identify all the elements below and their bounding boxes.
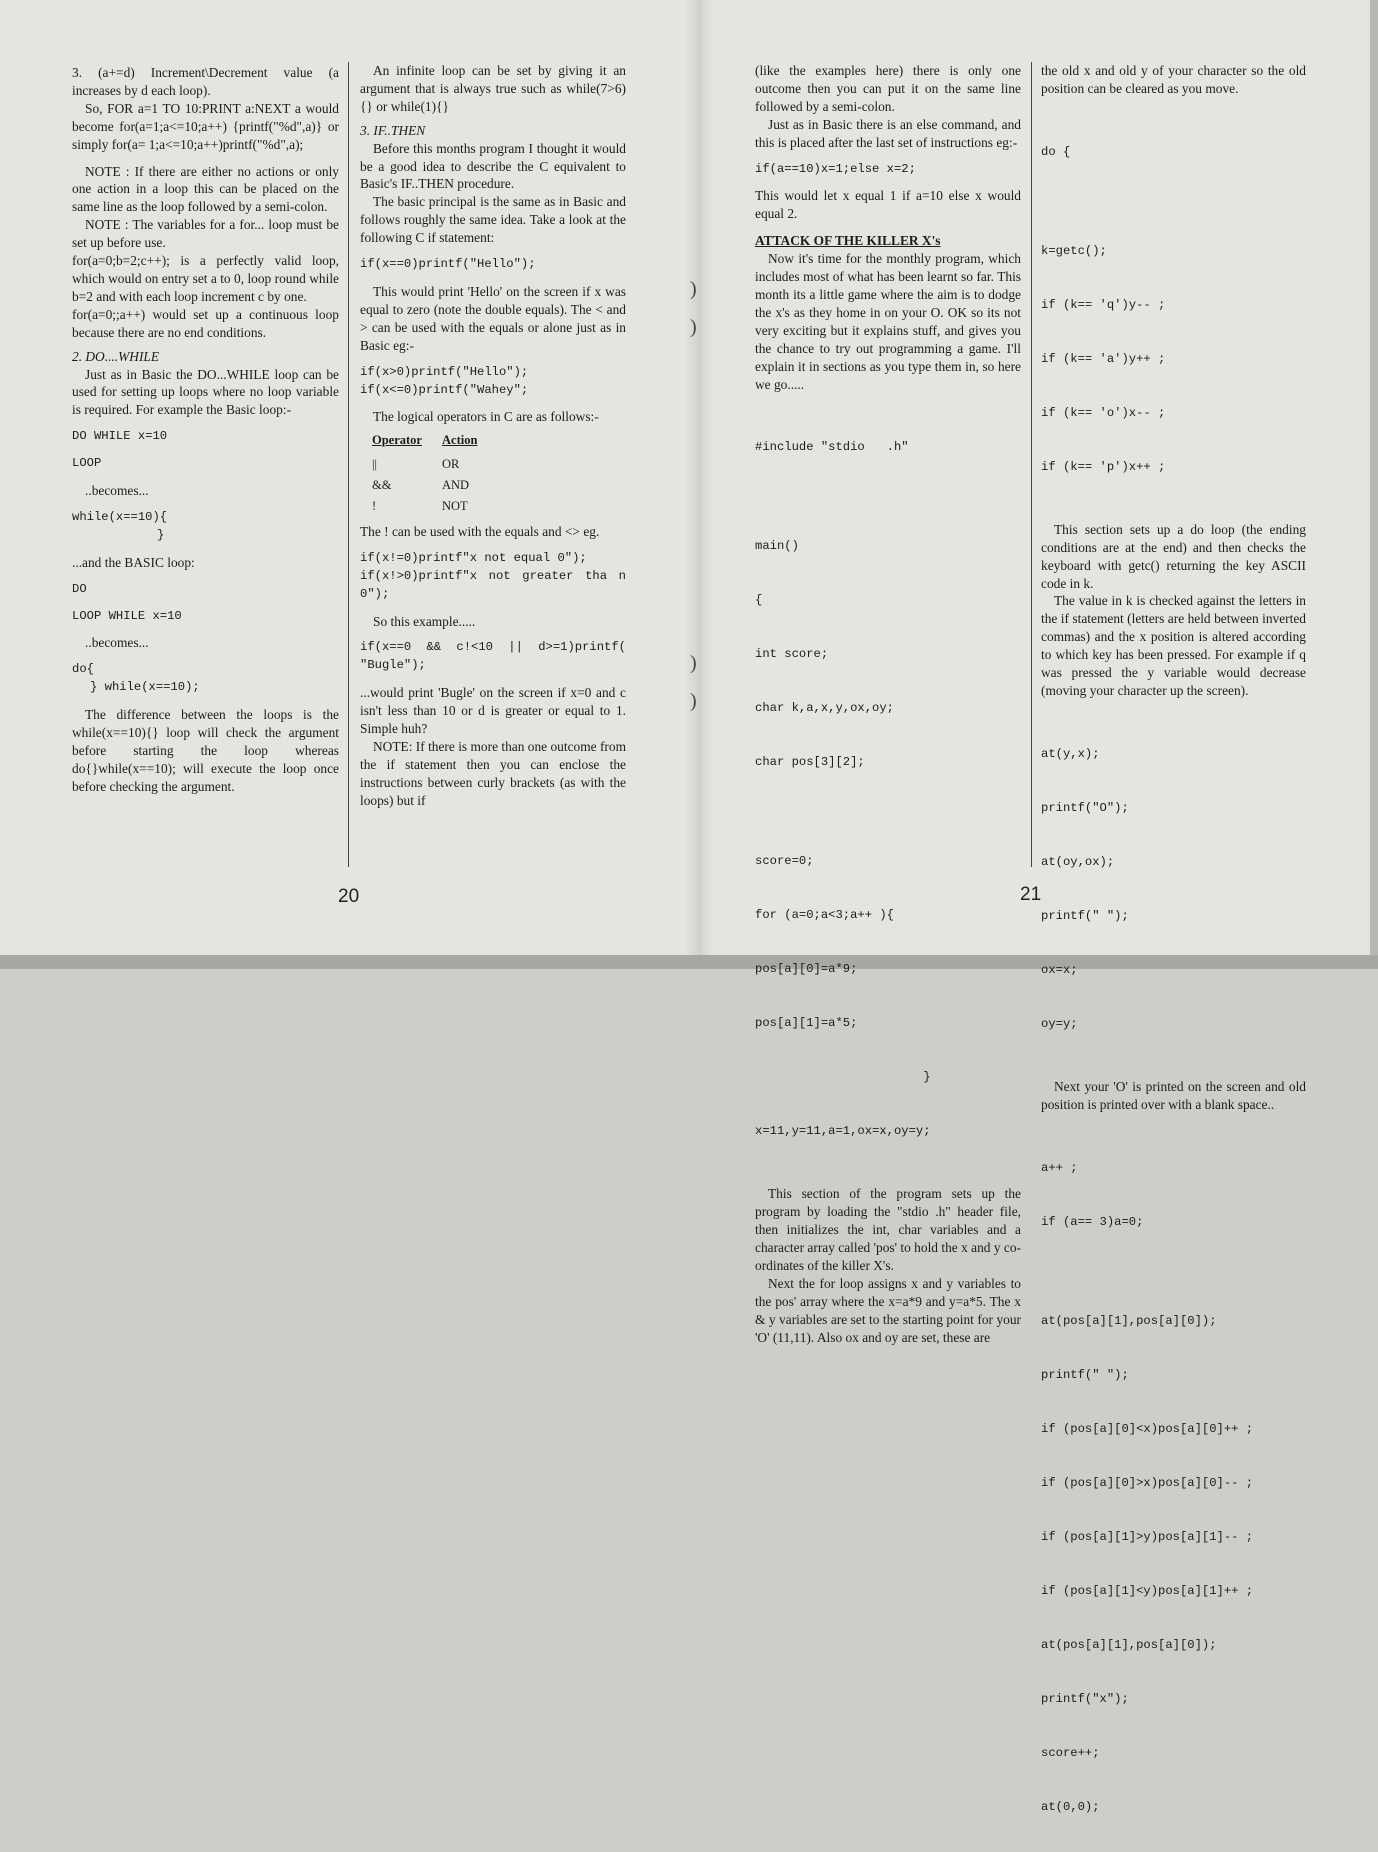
paragraph: ..becomes... [85,635,149,651]
code-line: if (k== 'a')y++ ; [1041,351,1166,366]
code-line: #include "stdio .h" [755,440,909,455]
code-line: if(a==10)x=1;else x=2; [755,161,916,176]
paragraph: ...and the BASIC loop: [72,554,195,570]
code-line: } [755,1070,931,1085]
page-edge [1370,0,1378,955]
code-line: oy=y; [1041,1016,1078,1031]
paragraph: (like the examples here) there is only one outcome then you can put it on the same line followed by a semi-colon. [755,63,1021,114]
code-line: LOOP [72,456,102,471]
code-line: printf("O"); [1041,800,1129,815]
paragraph: the old x and old y of your character so the old position can be cleared as you move. [1041,63,1306,96]
paragraph: Just as in Basic the DO...WHILE loop can be used for setting up loops where no loop variable is required. For example the Basic loop:- [72,366,339,418]
code-line: do { [1041,144,1071,159]
code-line [1041,1267,1306,1276]
code-block [1041,1123,1306,1852]
code-line: at(pos[a][1],pos[a][0]); [1041,1637,1217,1652]
paragraph: Now it's time for the monthly program, which includes most of what has been learnt so far. This month its a little game where the aim is to dodge the x's as they home in on your O. OK so its not very exciting but it explains stuff, and gives you the chance to try out programming a game. I'll explain it in sections as you type them in, so here we go..... [755,251,1021,392]
code-line: DO [72,581,87,596]
code-line: k=getc(); [1041,243,1107,258]
code-line: at(0,0); [1041,1799,1100,1814]
code-line: { [755,593,763,608]
code-line: printf("x"); [1041,1691,1129,1706]
section-heading: 3. IF..THEN [360,122,426,138]
code-line: printf(" "); [1041,1367,1129,1382]
code-line: if(x==0 && c!<10 || d>=1)printf( "Bugle"); [360,640,626,673]
page-number: 21 [1020,884,1042,905]
code-line: if(x<=0)printf("Wahey"; [360,382,529,397]
left-page-column-2 [360,62,626,810]
paragraph: This section sets up a do loop (the ending conditions are at the end) and then checks the keyboard with getc() returning the key ASCII code in k. [1041,521,1306,591]
right-page-column-2 [1041,62,1306,1852]
code-line [755,807,1021,816]
code-line: char pos[3][2]; [755,755,865,770]
paragraph: The value in k is checked against the letters in the if statement (letters are held between inverted commas) and the x position is altered according to which key has been pressed. For example if q was pressed the y variable would decrease (moving your character up the screen). [1041,593,1306,698]
code-line: while(x==10){ [72,509,168,524]
code-line: if (pos[a][1]<y)pos[a][1]++ ; [1041,1583,1254,1598]
paragraph: for(a=0;;a++) would set up a continuous loop because there are no end conditions. [72,306,339,340]
binding-mark: ) [690,690,697,712]
paragraph: So this example..... [373,613,476,629]
code-line: do{ [72,662,94,677]
code-line: at(oy,ox); [1041,854,1115,869]
binding-mark: ) [690,652,697,674]
code-line: DO WHILE x=10 [72,429,168,444]
table-cell: OR [442,457,460,472]
paragraph: ..becomes... [85,483,149,499]
code-line: if(x==0)printf("Hello"); [360,257,536,272]
code-line: pos[a][0]=a*9; [755,962,858,977]
code-line: } [157,527,165,542]
code-line: int score; [755,647,829,662]
code-line: if(x!>0)printf"x not greater tha n 0"); [360,568,626,601]
code-block [1041,709,1306,1069]
right-page-column-1 [755,62,1021,1347]
table-cell: AND [442,478,470,493]
code-block [1041,107,1306,512]
code-line: at(pos[a][1],pos[a][0]); [1041,1313,1217,1328]
paragraph: The basic principal is the same as in Basic and follows roughly the same idea. Take a look at the following C if statement: [360,194,626,246]
code-line: x=11,y=11,a=1,ox=x,oy=y; [755,1124,931,1139]
paragraph: Before this months program I thought it would be a good idea to describe the C equivalent to Basic's IF..THEN procedure. [360,140,626,192]
code-line: a++ ; [1041,1160,1078,1175]
code-line: at(y,x); [1041,746,1100,761]
code-line: main() [755,539,799,554]
paragraph: This would let x equal 1 if a=10 else x would equal 2. [755,188,1021,222]
paragraph: Just as in Basic there is an else command, and this is placed after the last set of instructions eg:- [755,116,1021,150]
code-line: if (k== 'q')y-- ; [1041,297,1166,312]
paragraph: The difference between the loops is the while(x==10){} loop will check the argument before starting the loop whereas do{}while(x==10); will execute the loop once before checking the argument. [72,707,339,794]
paragraph: The logical operators in C are as follows:- [373,409,599,425]
binding-mark: ) [690,316,697,338]
code-line [1041,197,1306,206]
code-line: if (pos[a][0]<x)pos[a][0]++ ; [1041,1421,1254,1436]
column-rule [1031,62,1032,867]
left-page-column-1 [72,64,339,796]
code-line: char k,a,x,y,ox,oy; [755,701,894,716]
paragraph: Next your 'O' is printed on the screen and old position is printed over with a blank space.. [1041,1078,1306,1112]
paragraph: for(a=0;b=2;c++); is a perfectly valid loop, which would on entry set a to 0, loop round while b=2 and with each loop increment c by one. [72,253,339,304]
table-row [372,456,477,477]
page-number: 20 [338,886,360,907]
table-cell: || [372,457,378,472]
table-cell: NOT [442,499,468,514]
operator-table [372,432,477,519]
table-row [372,477,477,498]
binding-gutter [684,0,714,955]
paragraph: NOTE : If there are either no actions or only one action in a loop this can be placed on the same line as the loop followed by a semi-colon. [72,163,339,215]
paragraph: This would print 'Hello' on the screen if x was equal to zero (note the double equals). The < and > can be used with the equals or alone just as in Basic eg:- [360,283,626,353]
paragraph: This section of the program sets up the program by loading the "stdio .h" header file, then initializes the int, char variables and a character array called 'pos' to hold the x and y co-ordinates of the killer X's. [755,1186,1021,1274]
table-header: Operator [372,433,422,448]
table-row [372,498,477,519]
code-line: if (k== 'o')x-- ; [1041,405,1166,420]
table-header: Action [442,433,478,448]
code-line: ox=x; [1041,962,1078,977]
column-rule [348,62,349,867]
code-line: if (k== 'p')x++ ; [1041,459,1166,474]
code-line: score++; [1041,1745,1100,1760]
code-line: score=0; [755,854,814,869]
paragraph: NOTE: If there is more than one outcome from the if statement then you can enclose the instructions between curly brackets (as with the loops) but if [360,739,626,808]
section-heading: 2. DO....WHILE [72,348,160,364]
code-line: if (a== 3)a=0; [1041,1214,1144,1229]
code-line: for (a=0;a<3;a++ ){ [755,908,894,923]
paragraph: An infinite loop can be set by giving it an argument that is always true such as while(7>6){} or while(1){} [360,63,626,114]
binding-mark: ) [690,278,697,300]
table-cell: ! [372,499,377,514]
table-cell: && [372,478,392,493]
code-line: LOOP WHILE x=10 [72,608,182,623]
code-line: } while(x==10); [90,680,200,695]
paragraph: The ! can be used with the equals and <> eg. [360,523,600,539]
paragraph: 3. (a+=d) Increment\Decrement value (a increases by d each loop). [72,65,339,98]
code-block [755,402,1021,1176]
paragraph: ...would print 'Bugle' on the screen if x=0 and c isn't less than 10 or d is greater or equal to 1. Simple huh? [360,685,626,737]
paragraph: So, FOR a=1 TO 10:PRINT a:NEXT a would become for(a=1;a<=10;a++) {printf("%d",a)} or simply for(a= 1;a<=10;a++)printf("%d",a); [72,100,339,152]
code-line: if(x!=0)printf"x not equal 0"); [360,550,587,565]
code-line: pos[a][1]=a*5; [755,1016,858,1031]
code-line [755,492,1021,501]
code-line: if (pos[a][1]>y)pos[a][1]-- ; [1041,1529,1254,1544]
paragraph: Next the for loop assigns x and y variables to the pos' array where the x=a*9 and y=a*5. The x & y variables are set to the starting point for your 'O' (11,11). Also ox and oy are set, these are [755,1275,1021,1345]
paragraph: NOTE : The variables for a for... loop must be set up before use. [72,217,339,251]
code-line: printf(" "); [1041,908,1129,923]
section-heading: ATTACK OF THE KILLER X's [755,233,941,249]
code-line: if (pos[a][0]>x)pos[a][0]-- ; [1041,1475,1254,1490]
code-line: if(x>0)printf("Hello"); [360,364,529,379]
